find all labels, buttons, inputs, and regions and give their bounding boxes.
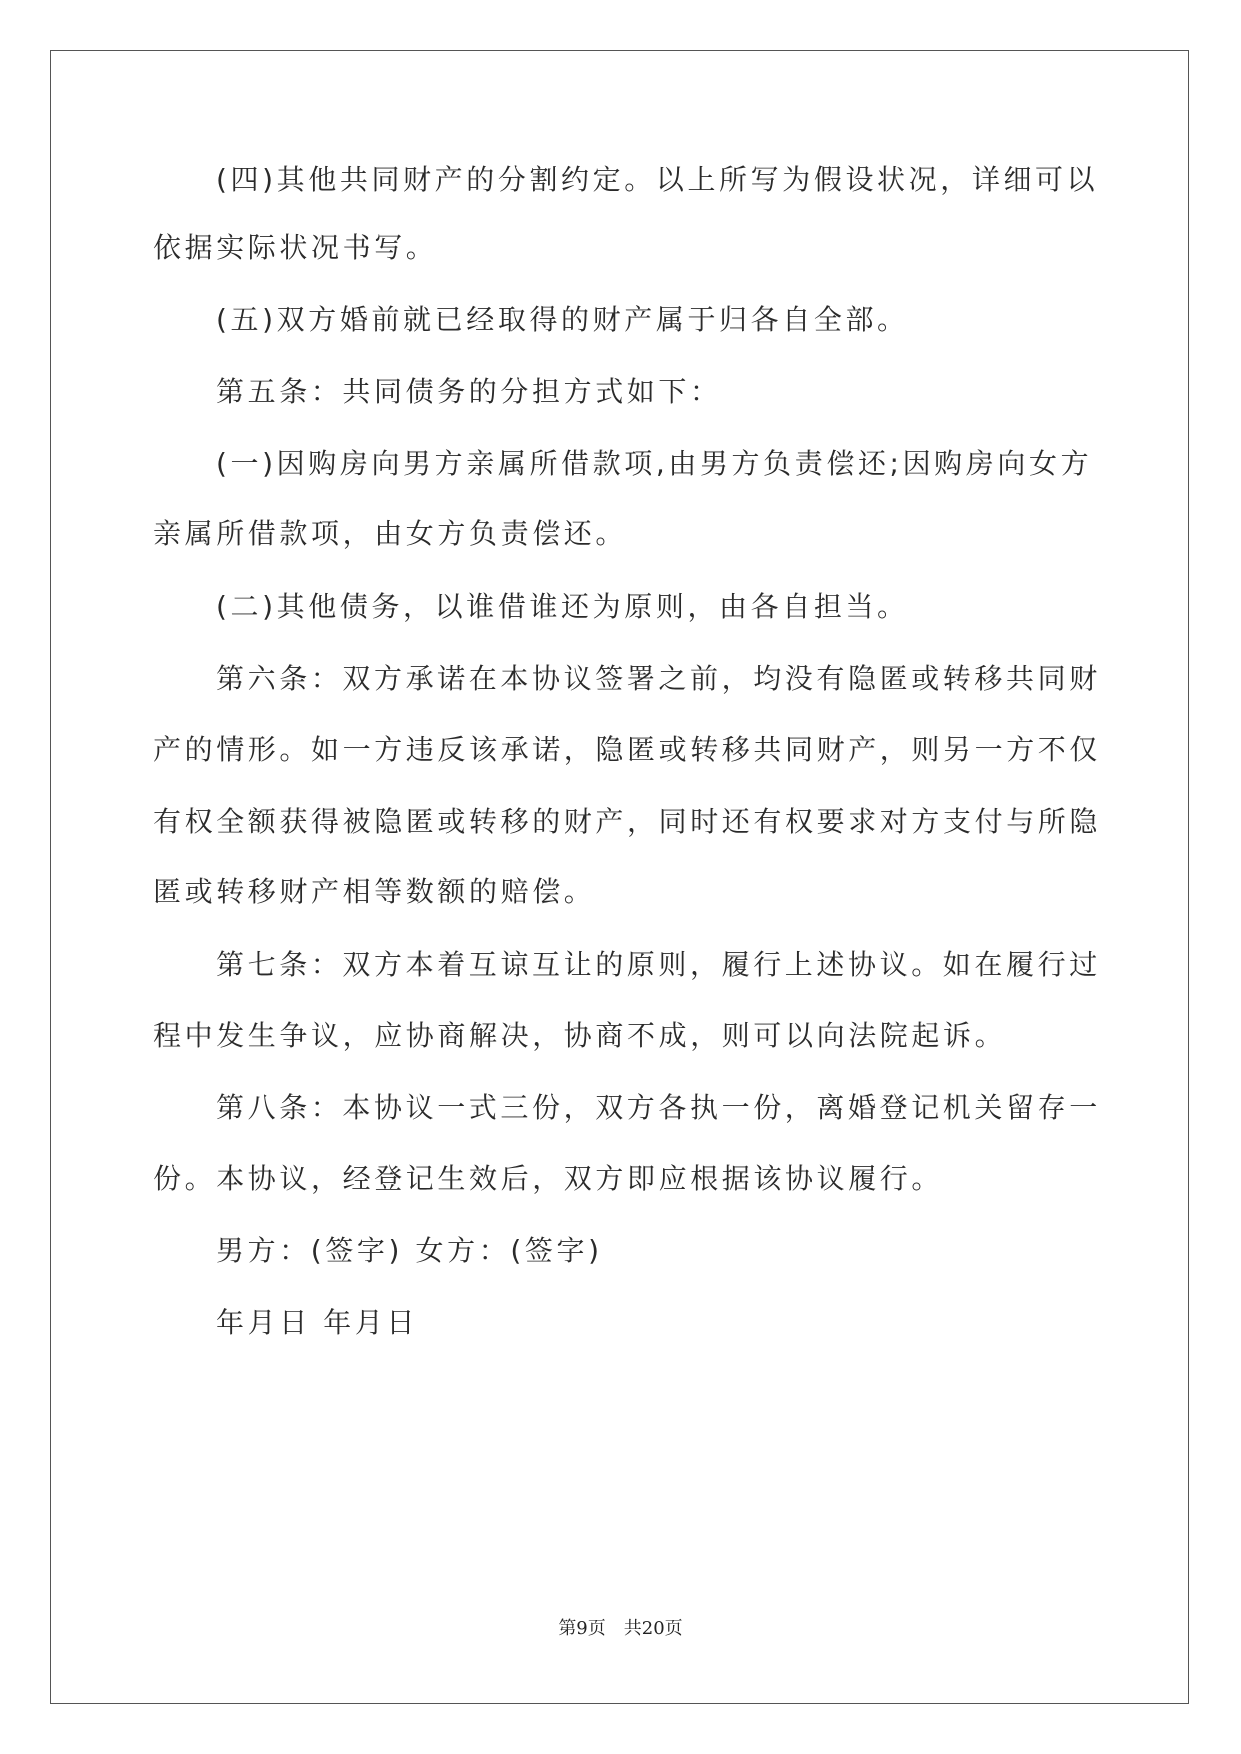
paragraph-line: 程中发生争议，应协商解决，协商不成，则可以向法院起诉。 bbox=[153, 1019, 1007, 1052]
paragraph-line: 第六条：双方承诺在本协议签署之前，均没有隐匿或转移共同财 bbox=[216, 662, 1101, 695]
paragraph-line: 份。本协议，经登记生效后，双方即应根据该协议履行。 bbox=[153, 1162, 944, 1195]
section-heading: 第五条：共同债务的分担方式如下： bbox=[216, 375, 722, 408]
paragraph-line: 匿或转移财产相等数额的赔偿。 bbox=[153, 875, 596, 908]
paragraph-line: (四)其他共同财产的分割约定。以上所写为假设状况，详细可以 bbox=[216, 163, 1099, 196]
paragraph-line: (一)因购房向男方亲属所借款项,由男方负责偿还;因购房向女方 bbox=[216, 447, 1093, 480]
paragraph-line: 第八条：本协议一式三份，双方各执一份，离婚登记机关留存一 bbox=[216, 1091, 1101, 1124]
paragraph-line: 亲属所借款项，由女方负责偿还。 bbox=[153, 517, 628, 550]
page-number: 第9页 bbox=[558, 1618, 606, 1639]
paragraph-line: (二)其他债务，以谁借谁还为原则，由各自担当。 bbox=[216, 590, 909, 623]
paragraph-line: 有权全额获得被隐匿或转移的财产，同时还有权要求对方支付与所隐 bbox=[153, 805, 1102, 838]
date-line: 年月日 年月日 bbox=[216, 1306, 419, 1339]
page-total: 共20页 bbox=[623, 1618, 683, 1639]
paragraph-line: 依据实际状况书写。 bbox=[153, 231, 438, 264]
paragraph-line: 第七条：双方本着互谅互让的原则，履行上述协议。如在履行过 bbox=[216, 948, 1101, 981]
paragraph-line: 产的情形。如一方违反该承诺，隐匿或转移共同财产，则另一方不仅 bbox=[153, 733, 1102, 766]
paragraph-line: (五)双方婚前就已经取得的财产属于归各自全部。 bbox=[216, 303, 909, 336]
signature-line: 男方：(签字) 女方：(签字) bbox=[216, 1234, 603, 1267]
page-footer bbox=[0, 1614, 1241, 1640]
